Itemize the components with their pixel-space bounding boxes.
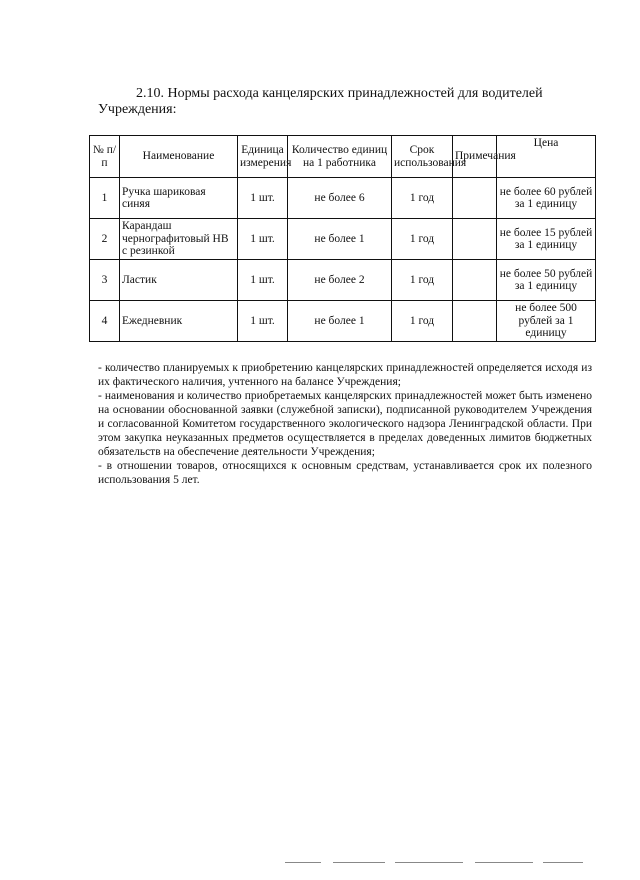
table-header-row	[90, 136, 596, 178]
cell-unit: 1 шт.	[238, 260, 288, 301]
table-row	[90, 178, 596, 219]
note-paragraph: - в отношении товаров, относящихся к основным средствам, устанавливается срок их полезного использования 5 лет.	[98, 460, 592, 486]
footer-rule	[475, 862, 533, 863]
col-header-name: Наименование	[120, 136, 238, 178]
cell-unit: 1 шт.	[238, 178, 288, 219]
notes-block	[98, 361, 592, 487]
cell-number: 1	[90, 178, 120, 219]
cell-term: 1 год	[392, 301, 453, 342]
col-header-price: Цена	[497, 136, 596, 178]
cell-number: 4	[90, 301, 120, 342]
cell-name: Ластик	[120, 260, 238, 301]
section-heading	[98, 86, 592, 118]
table-row	[90, 260, 596, 301]
cell-price: не более 500 рублей за 1 единицу	[497, 301, 596, 342]
col-header-notes: Примечания	[453, 136, 497, 178]
cell-number: 2	[90, 219, 120, 260]
footer-rule	[333, 862, 385, 863]
cell-quantity: не более 6	[288, 178, 392, 219]
cell-number: 3	[90, 260, 120, 301]
footer-rule	[543, 862, 583, 863]
table-row	[90, 219, 596, 260]
cell-price: не более 60 рублей за 1 единицу	[497, 178, 596, 219]
heading-line-1: 2.10. Нормы расхода канцелярских принадлежностей для водителей	[136, 86, 543, 101]
norms-table	[89, 135, 596, 342]
col-header-term: Срок использования	[392, 136, 453, 178]
cell-unit: 1 шт.	[238, 301, 288, 342]
note-paragraph: - количество планируемых к приобретению канцелярских принадлежностей определяется исходя из их фактического наличия, учтенного на балансе Учреждения;	[98, 362, 592, 388]
cell-quantity: не более 1	[288, 301, 392, 342]
footer-rule	[395, 862, 463, 863]
cell-price: не более 15 рублей за 1 единицу	[497, 219, 596, 260]
note-paragraph: - наименования и количество приобретаемых канцелярских принадлежностей может быть изменено на основании обоснованной заявки (служебной записки), подписанной руководителем Учреждения и согласованной Комитетом государственного экологического надзора Ленинградской области. При этом закупка неуказанных предметов осуществляется в пределах доведенных лимитов бюджетных обязательств на обеспечение деятельности Учреждения;	[98, 390, 592, 458]
footer-rule	[285, 862, 321, 863]
cell-quantity: не более 2	[288, 260, 392, 301]
cell-term: 1 год	[392, 260, 453, 301]
cell-note	[453, 301, 497, 342]
table-row	[90, 301, 596, 342]
cell-note	[453, 260, 497, 301]
cell-quantity: не более 1	[288, 219, 392, 260]
cell-name: Ручка шариковая синяя	[120, 178, 238, 219]
cell-unit: 1 шт.	[238, 219, 288, 260]
cell-name: Ежедневник	[120, 301, 238, 342]
col-header-unit: Единица измерения	[238, 136, 288, 178]
cell-note	[453, 178, 497, 219]
cell-term: 1 год	[392, 219, 453, 260]
cell-note	[453, 219, 497, 260]
cell-term: 1 год	[392, 178, 453, 219]
col-header-quantity: Количество единиц на 1 работника	[288, 136, 392, 178]
col-header-number: № п/п	[90, 136, 120, 178]
cell-name: Карандаш чернографитовый НВ с резинкой	[120, 219, 238, 260]
heading-line-2: Учреждения:	[98, 102, 177, 117]
cell-price: не более 50 рублей за 1 единицу	[497, 260, 596, 301]
